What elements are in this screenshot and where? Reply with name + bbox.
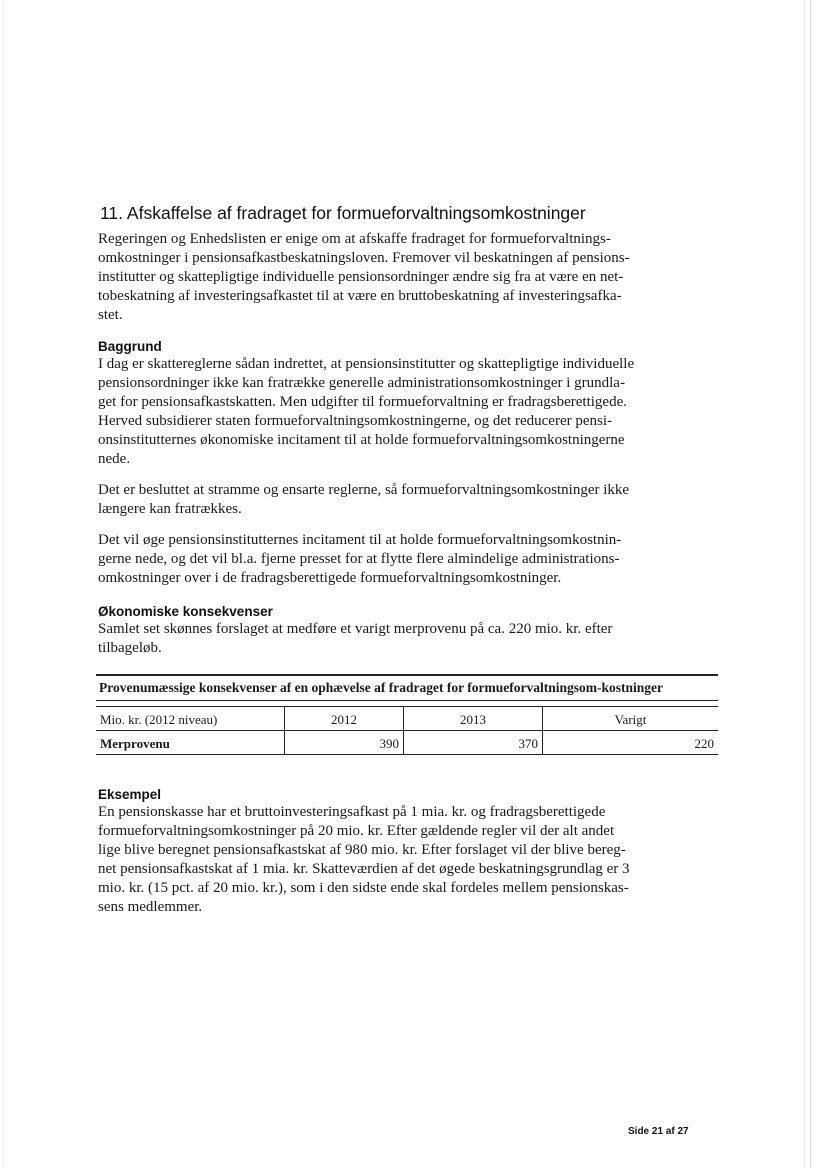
scan-edge-line (804, 0, 805, 1168)
page-number: Side 21 af 27 (628, 1126, 689, 1137)
revenue-table (96, 674, 718, 755)
example-heading: Eksempel (98, 787, 162, 802)
scan-edge-line (810, 0, 811, 1168)
table-header-row (96, 707, 718, 731)
background-paragraph-3: Det vil øge pensionsinstitutternes incitament til at holde formueforvaltningsomkostnin-gerne nede, og det vil bl.a. fjerne presset for at flytte flere almindelige administrations-omkostninger over i de fradragsberettigede formueforvaltningsomkostninger. (98, 532, 622, 586)
example-paragraph: En pensionskasse har et bruttoinvesteringsafkast på 1 mia. kr. og fradragsberettigede formueforvaltningsomkostninger på 20 mio. kr. Efter gældende regler vil der alt andet lige blive beregnet pensionsafkastskat af 980 mio. kr. Efter forslaget vil der blive bereg-net pensionsafkastskat af 1 mia. kr. Skatteværdien af det øgede beskatningsgrundlag er 3 mio. kr. (15 pct. af 20 mio. kr.), som i den sidste ende skal fordeles mellem pensionskas-sens medlemmer. (98, 804, 630, 915)
intro-paragraph: Regeringen og Enhedslisten er enige om at afskaffe fradraget for formueforvaltnings-omkostninger i pensionsafkastbeskatningsloven. Fremover vil beskatningen af pensions-institutter og skattepligtige individuelle pensionsordninger ændre sig fra at være en net-tobeskatning af investeringsafkastet til at være en bruttobeskatning af investeringsafka-stet. (98, 231, 630, 323)
page-content (88, 203, 714, 929)
table-row (96, 731, 718, 755)
table-header-cell: Mio. kr. (2012 niveau) (96, 707, 285, 731)
background-paragraph-2: Det er besluttet at stramme og ensarte reglerne, så formueforvaltningsomkostninger ikke længere kan fratrækkes. (98, 482, 630, 517)
table-cell: 370 (404, 731, 543, 755)
section-heading: 11. Afskaffelse af fradraget for formueforvaltningsomkostninger (100, 203, 586, 223)
background-heading: Baggrund (98, 339, 162, 354)
table-header-cell: 2013 (404, 707, 543, 731)
economic-heading: Økonomiske konsekvenser (98, 604, 273, 619)
background-paragraph-1: I dag er skattereglerne sådan indrettet, at pensionsinstitutter og skattepligtige individuelle pensionsordninger ikke kan fratrække generelle administrationsomkostninger i grundla-get for pensionsafkastskatten. Men udgifter til formueforvaltning er fradragsberettigede. Herved subsidierer staten formueforvaltningsomkostningerne, og det reducerer pensi-onsinstitutternes økonomiske incitament til at holde formueforvaltningsomkostningerne nede. (98, 356, 635, 467)
scan-edge-line (3, 0, 4, 1168)
economic-paragraph: Samlet set skønnes forslaget at medføre et varigt merprovenu på ca. 220 mio. kr. efter tilbageløb. (98, 621, 613, 656)
table-row-label: Merprovenu (96, 731, 285, 755)
table-title: Provenumæssige konsekvenser af en ophævelse af fradraget for formueforvaltningsom-kostninger (96, 674, 718, 701)
table-cell: 390 (285, 731, 404, 755)
table-header-cell: 2012 (285, 707, 404, 731)
table-cell: 220 (543, 731, 719, 755)
table-header-cell: Varigt (543, 707, 719, 731)
